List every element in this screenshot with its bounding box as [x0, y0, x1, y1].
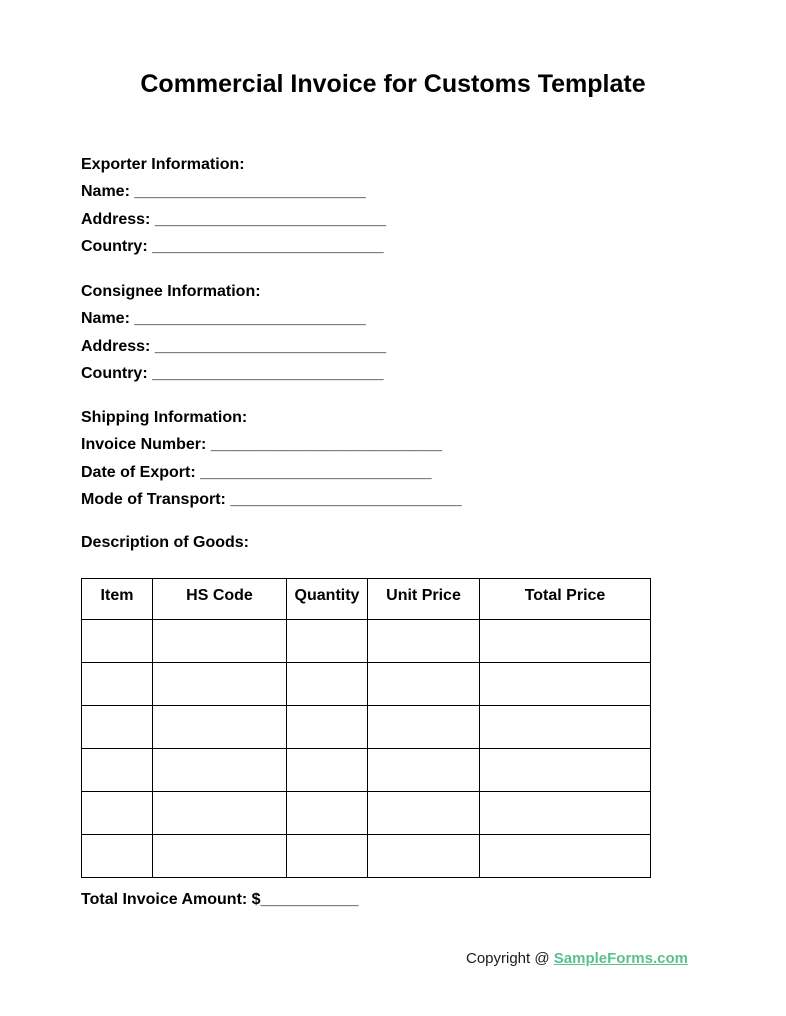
table-cell[interactable] [287, 620, 368, 663]
date-of-export-field[interactable]: __________________________ [200, 463, 432, 481]
consignee-address-field[interactable]: __________________________ [154, 337, 387, 355]
goods-table [81, 578, 651, 878]
table-row [82, 620, 651, 663]
mode-of-transport-label: Mode of Transport: [81, 491, 226, 509]
total-invoice-field[interactable]: ___________ [260, 891, 359, 908]
shipping-heading: Shipping Information: [81, 409, 248, 426]
consignee-heading: Consignee Information: [81, 283, 261, 300]
table-cell[interactable] [153, 663, 287, 706]
column-header-quantity: Quantity [287, 579, 368, 620]
consignee-section [81, 282, 386, 392]
table-cell[interactable] [287, 706, 368, 749]
goods-heading: Description of Goods: [81, 534, 249, 551]
table-cell[interactable] [82, 706, 153, 749]
consignee-name-field[interactable]: __________________________ [134, 310, 366, 328]
exporter-country-row [81, 237, 386, 264]
column-header-hs-code: HS Code [153, 579, 287, 620]
table-cell[interactable] [287, 749, 368, 792]
consignee-country-row [81, 364, 386, 391]
column-header-item: Item [82, 579, 153, 620]
invoice-number-field[interactable]: __________________________ [210, 436, 443, 454]
table-cell[interactable] [82, 620, 153, 663]
consignee-country-label: Country: [81, 365, 148, 383]
exporter-country-label: Country: [81, 238, 148, 256]
exporter-name-label: Name: [81, 183, 130, 201]
shipping-section [81, 408, 462, 518]
table-cell[interactable] [480, 749, 651, 792]
exporter-address-label: Address: [81, 210, 151, 228]
table-cell[interactable] [153, 835, 287, 878]
table-cell[interactable] [82, 663, 153, 706]
exporter-section [81, 155, 386, 265]
table-row [82, 663, 651, 706]
copyright-text: Copyright @ [466, 950, 554, 967]
table-cell[interactable] [287, 792, 368, 835]
date-of-export-row [81, 463, 462, 490]
date-of-export-label: Date of Export: [81, 463, 196, 481]
table-cell[interactable] [82, 749, 153, 792]
goods-section [81, 533, 249, 560]
table-cell[interactable] [480, 792, 651, 835]
consignee-country-field[interactable]: __________________________ [152, 365, 384, 383]
table-header-row [82, 579, 651, 620]
table-cell[interactable] [480, 835, 651, 878]
table-cell[interactable] [287, 663, 368, 706]
table-cell[interactable] [368, 706, 480, 749]
table-row [82, 749, 651, 792]
table-cell[interactable] [368, 792, 480, 835]
mode-of-transport-field[interactable]: __________________________ [230, 491, 462, 509]
table-cell[interactable] [82, 835, 153, 878]
consignee-name-row [81, 309, 386, 336]
invoice-number-row [81, 435, 462, 462]
table-row [82, 835, 651, 878]
table-cell[interactable] [368, 620, 480, 663]
total-invoice-row [81, 891, 358, 909]
table-cell[interactable] [153, 749, 287, 792]
table-cell[interactable] [287, 835, 368, 878]
exporter-address-row [81, 210, 386, 237]
goods-table-body [82, 620, 651, 878]
table-cell[interactable] [480, 620, 651, 663]
table-cell[interactable] [153, 706, 287, 749]
exporter-address-field[interactable]: __________________________ [154, 210, 387, 228]
table-cell[interactable] [82, 792, 153, 835]
table-cell[interactable] [368, 835, 480, 878]
exporter-name-field[interactable]: __________________________ [134, 183, 366, 201]
consignee-address-row [81, 337, 386, 364]
mode-of-transport-row [81, 490, 462, 517]
column-header-unit-price: Unit Price [368, 579, 480, 620]
table-cell[interactable] [480, 663, 651, 706]
exporter-country-field[interactable]: __________________________ [152, 238, 384, 256]
table-cell[interactable] [368, 663, 480, 706]
copyright-footer [466, 950, 688, 967]
table-row [82, 792, 651, 835]
invoice-number-label: Invoice Number: [81, 436, 207, 454]
exporter-name-row [81, 182, 386, 209]
sampleforms-link[interactable]: SampleForms.com [553, 950, 688, 967]
table-cell[interactable] [153, 620, 287, 663]
consignee-address-label: Address: [81, 337, 151, 355]
table-cell[interactable] [480, 706, 651, 749]
table-row [82, 706, 651, 749]
consignee-name-label: Name: [81, 310, 130, 328]
table-cell[interactable] [153, 792, 287, 835]
table-cell[interactable] [368, 749, 480, 792]
column-header-total-price: Total Price [480, 579, 651, 620]
page-title: Commercial Invoice for Customs Template [140, 70, 646, 98]
total-invoice-label: Total Invoice Amount: $ [81, 891, 261, 908]
exporter-heading: Exporter Information: [81, 156, 245, 173]
